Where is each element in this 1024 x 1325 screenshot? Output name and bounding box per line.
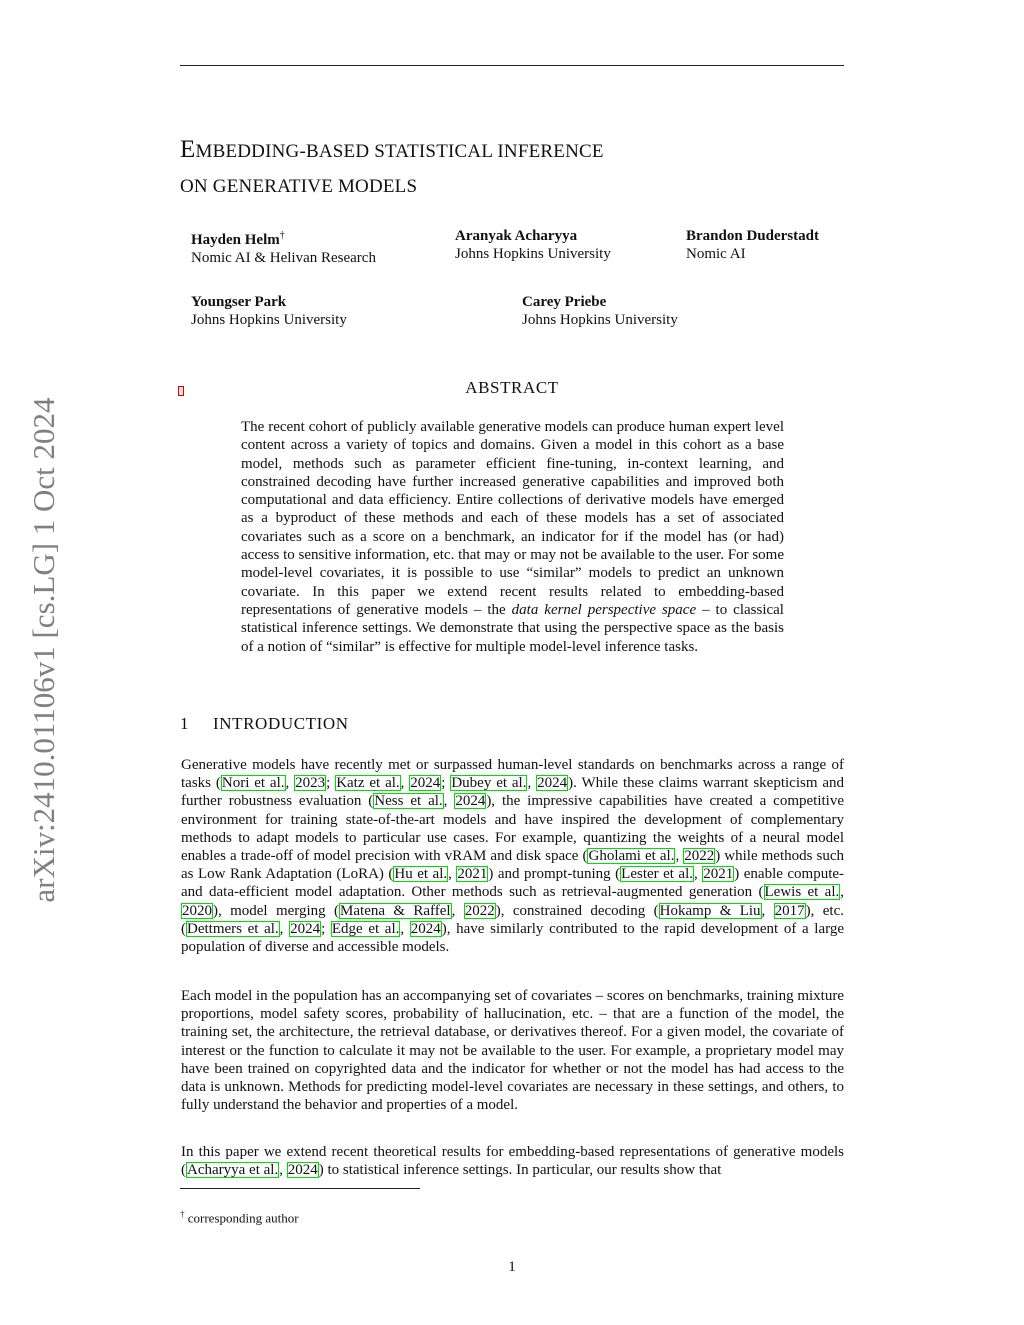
citation-link[interactable]: Matena & Raffel [340, 902, 451, 919]
citation-link[interactable]: Acharyya et al. [187, 1162, 279, 1179]
citation-link[interactable]: Lester et al. [621, 866, 694, 883]
intro-paragraph-3: In this paper we extend recent theoretical results for embedding-based representations of generative models (Acharyya et al., 2024) to statistical inference settings. In particular, our results show that [181, 1144, 844, 1179]
citation-link[interactable]: 2020 [182, 902, 212, 919]
citation-link[interactable]: Hokamp & Liu [659, 902, 761, 919]
section-heading-introduction: 1 INTRODUCTION [180, 714, 349, 733]
author-5: Carey Priebe Johns Hopkins University [522, 294, 678, 328]
citation-link[interactable]: 2022 [464, 902, 495, 919]
citation-link[interactable]: 2024 [537, 775, 568, 792]
citation-link[interactable]: 2024 [455, 793, 486, 810]
title-line-1: EMBEDDING-BASED STATISTICAL INFERENCE [180, 136, 604, 163]
citation-link[interactable]: Gholami et al. [588, 848, 675, 865]
author-2: Aranyak Acharyya Johns Hopkins University [455, 228, 611, 262]
citation-link[interactable]: 2023 [295, 775, 326, 792]
citation-link[interactable]: Katz et al. [336, 775, 400, 792]
citation-link[interactable]: 2021 [703, 866, 734, 883]
citation-link[interactable]: Lewis et al. [764, 884, 840, 901]
citation-link[interactable]: Dettmers et al. [187, 920, 279, 937]
arxiv-stamp: arXiv:2410.01106v1 [cs.LG] 1 Oct 2024 [26, 397, 61, 903]
footnote-rule [180, 1188, 420, 1189]
citation-link[interactable]: Ness et al. [374, 793, 443, 810]
top-rule [180, 65, 844, 66]
abstract-body: The recent cohort of publicly available generative models can produce human expert level content across a variety of topics and domains. Given a model in this cohort as a base model, methods such as parameter efficient fine-tuning, in-context learning, and constrained decoding have further increased generative capabilities and improved both computational and data efficiency. Entire collections of derivative models have emerged as a byproduct of these methods and each of these models has a set of associated covariates such as a score on a benchmark, an indicator for if the model has (or had) access to sensitive information, etc. that may or may not be available to the user. For some model-level covariates, it is possible to use “similar” models to predict an unknown covariate. In this paper we extend recent results related to embedding-based representations of generative models – the data kernel perspective space – to classical statistical inference settings. We demonstrate that using the perspective space as the basis of a notion of “similar” is effective for multiple model-level inference tasks. [241, 419, 784, 655]
footnote: † corresponding author [180, 1209, 299, 1226]
title-line-2: ON GENERATIVE MODELS [180, 176, 418, 197]
author-3: Brandon Duderstadt Nomic AI [686, 228, 819, 262]
citation-link[interactable]: Dubey et al. [451, 775, 527, 792]
author-4: Youngser Park Johns Hopkins University [191, 294, 347, 328]
paper-title [180, 132, 844, 204]
citation-link[interactable]: 2017 [774, 902, 805, 919]
citation-link[interactable]: 2024 [410, 775, 441, 792]
citation-link[interactable]: 2024 [410, 920, 441, 937]
intro-paragraph-1: Generative models have recently met or surpassed human-level standards on benchmarks across a range of tasks (Nori et al., 2023; Katz et al., 2024; Dubey et al., 2024). While these claims warrant skepticism and further robustness evaluation (Ness et al., 2024), the impressive capabilities have created a competitive environment for training state-of-the-art models and have inspired the development of complementary methods to adapt models to particular use cases. For example, quantizing the weights of a neural model enables a trade-off of model precision with vRAM and disk space (Gholami et al., 2022) while methods such as Low Rank Adaptation (LoRA) (Hu et al., 2021) and prompt-tuning (Lester et al., 2021) enable compute- and data-efficient model adaptation. Other methods such as retrieval-augmented generation (Lewis et al., 2020), model merging (Matena & Raffel, 2022), constrained decoding (Hokamp & Liu, 2017), etc. (Dettmers et al., 2024; Edge et al., 2024), have similarly contributed to the rapid development of a large population of diverse and accessible models. [181, 757, 845, 956]
citation-link[interactable]: 2022 [684, 848, 715, 865]
intro-paragraph-2: Each model in the population has an accompanying set of covariates – scores on benchmarks, training mixture proportions, model safety scores, probability of hallucination, etc. – that are a function of the model, the training set, the architecture, the retrieval database, or derivatives thereof. For a given model, the covariate of interest or the function to calculate it may not be available to the user. For example, a proprietary model may have been trained on copyrighted data and the indicator for whether or not the model has had access to the data is unknown. Methods for predicting model-level covariates are necessary in these settings, and others, to fully understand the behavior and properties of a model. [181, 988, 844, 1114]
citation-link[interactable]: 2021 [457, 866, 488, 883]
citation-link[interactable]: 2024 [290, 920, 321, 937]
abstract-heading: ABSTRACT [465, 378, 559, 397]
citation-link[interactable]: Nori et al. [221, 775, 285, 792]
citation-link[interactable]: Edge et al. [331, 920, 400, 937]
citation-link[interactable]: Hu et al. [394, 866, 448, 883]
page-number: 1 [508, 1259, 516, 1275]
author-1: Hayden Helm† Nomic AI & Helivan Research [191, 230, 376, 266]
citation-link[interactable]: 2024 [287, 1162, 318, 1179]
